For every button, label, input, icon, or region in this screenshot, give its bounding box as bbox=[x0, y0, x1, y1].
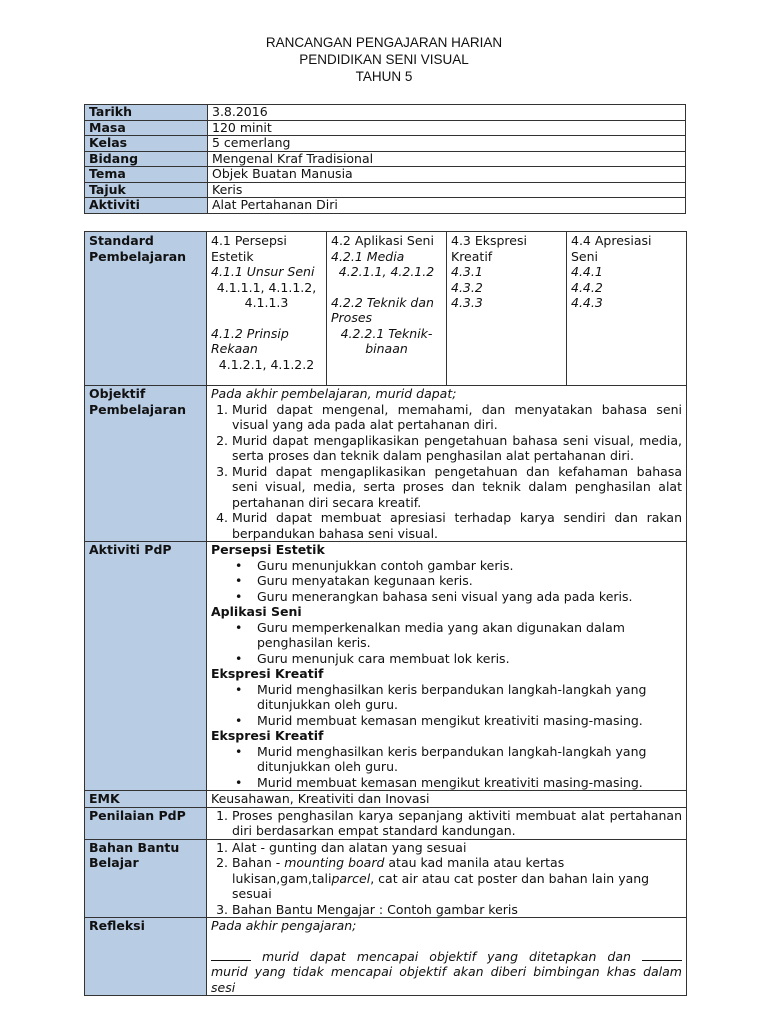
standard-code: 4.4.1 bbox=[571, 264, 603, 279]
standard-code: 4.3.3 bbox=[451, 295, 483, 310]
standard-sub: 4.2.2 Teknik dan Proses bbox=[331, 294, 434, 325]
standard-codes: 4.2.2.1 Teknik-binaan bbox=[340, 325, 433, 356]
info-value: Alat Pertahanan Diri bbox=[208, 198, 686, 214]
refleksi-text: murid yang tidak mencapai objektif akan diberi bimbingan khas dalam sesi bbox=[211, 964, 682, 995]
list-item: • Murid menghasilkan keris berpandukan langkah-langkah yang ditunjukkan oleh guru. bbox=[257, 744, 682, 775]
penilaian-content bbox=[207, 807, 687, 839]
list-item: • Murid membuat kemasan mengikut kreativiti masing-masing. bbox=[257, 713, 682, 729]
aktiviti-label: Aktiviti PdP bbox=[85, 542, 207, 791]
refleksi-row bbox=[85, 918, 687, 996]
doc-title-line1: RANCANGAN PENGAJARAN HARIAN bbox=[265, 35, 503, 50]
standard-col-aplikasi bbox=[327, 232, 447, 386]
standard-col-apresiasi bbox=[567, 232, 687, 386]
objektif-label: Objektif Pembelajaran bbox=[85, 386, 207, 542]
text-run: , cat air atau cat poster dan bahan lain yang sesuai bbox=[232, 870, 650, 901]
standard-sub: 4.1.1 Unsur Seni bbox=[211, 264, 315, 279]
section-heading: Persepsi Estetik bbox=[211, 542, 325, 557]
bullet-list bbox=[211, 558, 682, 605]
list-item bbox=[232, 855, 682, 902]
info-row-masa bbox=[85, 120, 686, 136]
standard-title: 4.2 Aplikasi Seni bbox=[331, 233, 434, 248]
standard-sub: 4.1.2 Prinsip Rekaan bbox=[211, 325, 289, 356]
refleksi-intro: Pada akhir pengajaran; bbox=[211, 918, 357, 933]
standard-code: 4.4.3 bbox=[571, 295, 603, 310]
objektif-intro: Pada akhir pembelajaran, murid dapat; bbox=[211, 386, 457, 401]
bahan-list bbox=[211, 840, 682, 918]
text-run: murid dapat mencapai objektif yang ditetapkan dan bbox=[262, 948, 631, 964]
info-row-tajuk bbox=[85, 182, 686, 198]
info-row-tema bbox=[85, 167, 686, 183]
refleksi-text bbox=[211, 949, 682, 965]
list-item: 1. Alat - gunting dan alatan yang sesuai bbox=[232, 840, 682, 856]
emk-row bbox=[85, 791, 687, 808]
penilaian-label: Penilaian PdP bbox=[85, 807, 207, 839]
info-row-tarikh bbox=[85, 105, 686, 121]
standard-col-ekspresi bbox=[447, 232, 567, 386]
section-heading: Ekspresi Kreatif bbox=[211, 666, 324, 681]
bahan-label: Bahan Bantu Belajar bbox=[85, 839, 207, 918]
info-label: Tajuk bbox=[85, 182, 208, 198]
list-item: 1. Proses penghasilan karya sepanjang aktiviti membuat alat pertahanan diri berdasarkan empat standard kandungan. bbox=[232, 808, 682, 839]
standard-code: 4.3.1 bbox=[451, 264, 483, 279]
standard-title: 4.1 Persepsi Estetik bbox=[211, 233, 287, 264]
bahan-row bbox=[85, 839, 687, 918]
standard-codes: 4.1.1.1, 4.1.1.2, 4.1.1.3 bbox=[216, 279, 317, 310]
info-label: Aktiviti bbox=[85, 198, 208, 214]
info-value: Keris bbox=[208, 182, 686, 198]
list-item: • Guru menyatakan kegunaan keris. bbox=[257, 573, 682, 589]
list-item: 1. Murid dapat mengenal, memahami, dan menyatakan bahasa seni visual yang ada pada alat pertahanan diri. bbox=[232, 402, 682, 433]
refleksi-content bbox=[207, 918, 687, 996]
list-item: 3. Murid dapat mengaplikasikan pengetahuan dan kefahaman bahasa seni visual, media, serta proses dan teknik dalam penghasilan alat pertahanan diri secara kreatif. bbox=[232, 464, 682, 511]
standard-title: 4.3 Ekspresi Kreatif bbox=[451, 233, 527, 264]
standard-sub: 4.2.1 Media bbox=[331, 248, 405, 264]
info-label: Bidang bbox=[85, 151, 208, 167]
list-item: • Guru memperkenalkan media yang akan digunakan dalam penghasilan keris. bbox=[257, 620, 682, 651]
blank-line bbox=[211, 949, 251, 961]
objektif-list bbox=[211, 402, 682, 542]
info-row-bidang bbox=[85, 151, 686, 167]
bahan-content bbox=[207, 839, 687, 918]
info-label: Tarikh bbox=[85, 105, 208, 121]
objektif-row bbox=[85, 386, 687, 542]
aktiviti-row bbox=[85, 542, 687, 791]
aktiviti-content bbox=[207, 542, 687, 791]
list-item: 2. Murid dapat mengaplikasikan pengetahuan bahasa seni visual, media, serta proses dan teknik dalam penghasilan alat pertahanan diri. bbox=[232, 433, 682, 464]
emk-label: EMK bbox=[85, 791, 207, 808]
standard-row bbox=[85, 232, 687, 386]
list-item: 4. Murid dapat membuat apresiasi terhadap karya sendiri dan rakan berpandukan bahasa seni visual. bbox=[232, 510, 682, 541]
bullet-list bbox=[211, 744, 682, 791]
objektif-content bbox=[207, 386, 687, 542]
refleksi-label: Refleksi bbox=[85, 918, 207, 996]
lesson-plan-table bbox=[84, 231, 687, 996]
info-table bbox=[84, 104, 686, 214]
info-value: 5 cemerlang bbox=[208, 136, 686, 152]
bullet-list bbox=[211, 620, 682, 667]
list-item: • Murid membuat kemasan mengikut kreativiti masing-masing. bbox=[257, 775, 682, 791]
standard-codes: 4.1.2.1, 4.1.2.2 bbox=[218, 356, 315, 372]
section-heading: Ekspresi Kreatif bbox=[211, 728, 324, 743]
penilaian-list bbox=[211, 808, 682, 839]
standard-label: Standard Pembelajaran bbox=[85, 232, 207, 386]
list-item: • Murid menghasilkan keris berpandukan langkah-langkah yang ditunjukkan oleh guru. bbox=[257, 682, 682, 713]
info-row-aktiviti bbox=[85, 198, 686, 214]
penilaian-row bbox=[85, 807, 687, 839]
section-heading: Aplikasi Seni bbox=[211, 604, 302, 619]
bullet-list bbox=[211, 682, 682, 729]
text-run: Bahan - bbox=[232, 855, 285, 870]
list-item: • Guru menerangkan bahasa seni visual yang ada pada keris. bbox=[257, 589, 682, 605]
doc-title-line2: PENDIDIKAN SENI VISUAL bbox=[299, 52, 469, 67]
emk-value: Keusahawan, Kreativiti dan Inovasi bbox=[207, 791, 687, 808]
text-run: mounting board bbox=[284, 855, 385, 870]
info-row-kelas bbox=[85, 136, 686, 152]
list-item: 3. Bahan Bantu Mengajar : Contoh gambar keris bbox=[232, 902, 682, 918]
standard-title: 4.4 Apresiasi Seni bbox=[571, 233, 652, 264]
info-value: Mengenal Kraf Tradisional bbox=[208, 151, 686, 167]
text-run: parcel bbox=[331, 870, 371, 886]
standard-code: 4.3.2 bbox=[451, 279, 483, 295]
info-value: 3.8.2016 bbox=[208, 105, 686, 121]
info-label: Tema bbox=[85, 167, 208, 183]
list-item: • Guru menunjukkan contoh gambar keris. bbox=[257, 558, 682, 574]
info-value: Objek Buatan Manusia bbox=[208, 167, 686, 183]
standard-codes: 4.2.1.1, 4.2.1.2 bbox=[338, 264, 435, 279]
info-label: Kelas bbox=[85, 136, 208, 152]
info-label: Masa bbox=[85, 120, 208, 136]
info-value: 120 minit bbox=[208, 120, 686, 136]
standard-col-persepsi bbox=[207, 232, 327, 386]
standard-code: 4.4.2 bbox=[571, 279, 603, 295]
text-run: atau kad manila atau kertas lukisan,gam,tali bbox=[232, 855, 565, 886]
list-item: • Guru menunjuk cara membuat lok keris. bbox=[257, 651, 682, 667]
doc-title-line3: TAHUN 5 bbox=[355, 69, 413, 84]
blank-line bbox=[642, 949, 682, 961]
